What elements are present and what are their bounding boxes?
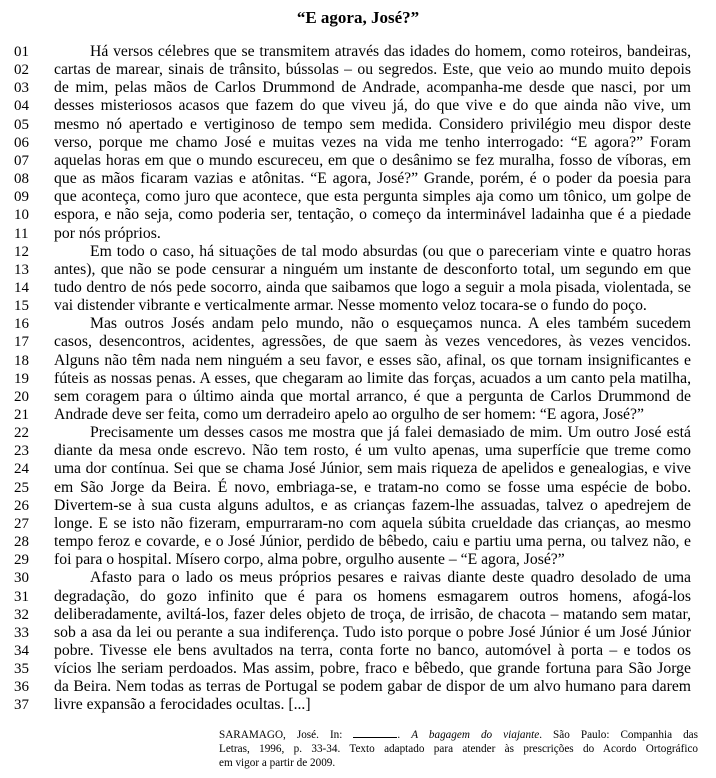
line-number: 14	[14, 279, 29, 296]
text-line	[0, 297, 716, 315]
line-number: 28	[14, 534, 29, 551]
line-text: deliberadamente, aviltá-los, fazer deles objeto de troça, de irrisão, de chacota – matando sem matar,	[54, 605, 691, 623]
line-number: 17	[14, 334, 29, 351]
line-number: 20	[14, 388, 29, 405]
text-line	[0, 460, 716, 478]
line-number: 27	[14, 515, 29, 532]
line-text: espora, e não seja, como poderia ser, tentação, o começo da interminável ladainha que é a piedade	[54, 206, 691, 224]
line-number: 05	[14, 116, 29, 133]
line-text: antes), que não se pode censurar a ninguém um instante de desconforto total, um segundo em que	[54, 260, 691, 278]
text-line	[0, 116, 716, 134]
line-number: 16	[14, 316, 29, 333]
line-text: Precisamente um desses casos me mostra que já falei demasiado de mim. Um outro José está	[90, 424, 691, 442]
line-number: 23	[14, 443, 29, 460]
line-text: fúteis as nossas penas. A esses, que chegaram ao limite das forças, acuados a um canto pela matilha,	[54, 369, 691, 387]
text-line	[0, 61, 716, 79]
line-text: degradação, do gozo infinito que é para os homens esmagarem outros homens, afogá-los	[54, 587, 691, 605]
text-line	[0, 261, 716, 279]
line-number: 32	[14, 606, 29, 623]
text-line	[0, 678, 716, 696]
citation-line-3: em vigor a partir de 2009.	[219, 757, 336, 769]
text-line	[0, 388, 716, 406]
line-number: 24	[14, 461, 29, 478]
line-number: 21	[14, 407, 29, 423]
line-number: 33	[14, 624, 29, 641]
line-text: vícios lhe seriam perdoados. Mas assim, pobre, fraco e bêbedo, que grande fortuna para São Jorge	[54, 660, 691, 678]
line-number: 18	[14, 352, 29, 369]
source-citation	[219, 728, 698, 770]
text-line	[0, 624, 716, 642]
text-line	[0, 134, 716, 152]
text-line	[0, 569, 716, 587]
text-line	[0, 352, 716, 370]
line-text: em São Jorge da Beira. É novo, embriaga-se, e tratam-no como se fosse uma espécie de bobo.	[54, 478, 691, 496]
text-line	[0, 533, 716, 551]
citation-line-1: SARAMAGO, José. In: . A bagagem do viajante. São Paulo: Companhia das	[219, 729, 698, 741]
line-text: Divertem-se à sua custa alguns adultos, e as crianças fazem-lhe assuadas, talvez o apedrejem de	[54, 496, 691, 514]
line-number: 12	[14, 243, 29, 260]
line-text: aquelas horas em que o mundo escureceu, em que o desânimo se fez muralha, fosso de víboras, em	[54, 151, 691, 169]
line-number: 06	[14, 134, 29, 151]
text-line	[0, 406, 716, 424]
line-text: pobre. Tivesse ele bens avultados na terra, conta forte no banco, automóvel à porta – e todos os	[54, 641, 691, 659]
line-text: foi para o hospital. Mísero corpo, alma pobre, orgulho ausente – “E agora, José?”	[54, 551, 565, 569]
text-line	[0, 660, 716, 678]
line-number: 04	[14, 98, 29, 115]
line-text: por nós próprios.	[54, 224, 161, 242]
line-number: 01	[14, 44, 29, 60]
line-number: 36	[14, 679, 29, 696]
text-line	[0, 188, 716, 206]
text-line	[0, 225, 716, 243]
text-line	[0, 642, 716, 660]
line-text: longe. E se isto não fizeram, empurraram-no com aquela súbita crueldade das crianças, ao mesmo	[54, 514, 691, 532]
text-line	[0, 497, 716, 515]
line-text: mesmo nó apertado e vertiginoso de tempo sem medida. Considero privilégio meu dispor deste	[54, 115, 691, 133]
line-number: 03	[14, 80, 29, 97]
line-number: 11	[14, 225, 29, 242]
text-line	[0, 370, 716, 388]
line-text: Há versos célebres que se transmitem através das idades do homem, como roteiros, bandeiras,	[90, 43, 691, 60]
text-line	[0, 152, 716, 170]
text-line	[0, 333, 716, 351]
line-text: casos, desencontros, acidentes, agressões, de que saem às vezes vencedores, às vezes vencidos.	[54, 333, 691, 351]
line-text: Afasto para o lado os meus próprios pesares e raivas diante deste quadro desolado de uma	[90, 569, 691, 587]
line-text: tudo dentro de nós pede socorro, ainda que saibamos que logo a seguir a mola pisada, violentada, se	[54, 278, 691, 296]
blank-underline	[353, 737, 397, 738]
line-number: 30	[14, 570, 29, 587]
citation-line-2: Letras, 1996, p. 33-34. Texto adaptado para atender às prescrições do Acordo Ortográfico	[219, 743, 698, 755]
line-text: Mas outros Josés andam pelo mundo, não o esqueçamos nunca. A eles também sucedem	[90, 315, 691, 333]
text-line	[0, 551, 716, 569]
line-text: cartas de marear, sinais de trânsito, bússolas – ou segredos. Este, que veio ao mundo muito depois	[54, 61, 691, 79]
line-text: tempo feroz e covarde, e o José Júnior, perdido de bêbedo, caiu e partiu uma perna, ou talvez não, e	[54, 533, 691, 551]
text-line	[0, 97, 716, 115]
line-number: 09	[14, 189, 29, 206]
line-number: 37	[14, 697, 29, 714]
text-line	[0, 315, 716, 333]
line-number: 29	[14, 552, 29, 569]
line-text: verso, porque me chamo José e muitas vezes na vida me tenho interrogado: “E agora?” Foram	[54, 133, 691, 151]
line-text: sob a asa da lei ou perante a sua indiferença. Tudo isto porque o pobre José Júnior é um José Júnior	[54, 623, 691, 641]
line-text: que aconteça, como juro que acontece, que esta pergunta simples aja como um tônico, um golpe de	[54, 188, 691, 206]
page-title: “E agora, José?”	[296, 8, 420, 27]
line-text: vai distender vibrante e verticalmente armar. Nesse momento veloz tocara-se o fundo do poço.	[54, 297, 647, 315]
line-text: desses misteriosos acasos que fazem do que viveu já, do que vive e do que ainda não vive, um	[54, 97, 691, 115]
text-line	[0, 279, 716, 297]
line-number: 07	[14, 152, 29, 169]
text-line	[0, 206, 716, 224]
line-text: Em todo o caso, há situações de tal modo absurdas (ou que o pareceriam vinte e quatro horas	[90, 242, 691, 260]
text-line	[0, 442, 716, 460]
line-text: Andrade deve ser feita, como um derradeiro apelo ao orgulho de ser homem: “E agora, José?”	[54, 406, 644, 423]
line-number: 35	[14, 661, 29, 678]
text-line	[0, 606, 716, 624]
line-number: 02	[14, 62, 29, 79]
text-line	[0, 588, 716, 606]
line-text: de mim, pelas mãos de Carlos Drummond de Andrade, acompanha-me desde que nasci, por um	[54, 79, 691, 97]
line-text: da Beira. Nem todas as terras de Portugal se podem gabar de dispor de um alvo humano para darem	[54, 678, 691, 696]
line-number: 19	[14, 370, 29, 387]
text-line	[0, 515, 716, 533]
line-number: 22	[14, 425, 29, 442]
text-line	[0, 696, 716, 714]
line-text: sem coragem para o último ainda que mortal arranco, é que a pergunta de Carlos Drummond de	[54, 387, 691, 405]
line-number: 31	[14, 588, 29, 605]
text-line	[0, 170, 716, 188]
line-number: 25	[14, 479, 29, 496]
line-text: diante da mesa onde escrevo. Não tem rosto, é um vulto apenas, uma superfície que treme como	[54, 442, 691, 460]
text-line	[0, 43, 716, 61]
line-number: 34	[14, 642, 29, 659]
text-line	[0, 79, 716, 97]
line-number: 26	[14, 497, 29, 514]
line-text: que as mãos ficaram vazias e atônitas. “E agora, José?” Grande, porém, é o poder da poesia para	[54, 170, 691, 188]
line-text: livre expansão a ferocidades ocultas. [...]	[54, 696, 311, 714]
text-line	[0, 479, 716, 497]
book-title: A bagagem do viajante	[411, 729, 540, 741]
text-line	[0, 243, 716, 261]
line-text: Alguns não têm nada nem ninguém a seu favor, e esses são, afinal, os que tornam insignificantes e	[54, 351, 691, 369]
text-line	[0, 424, 716, 442]
line-number: 15	[14, 298, 29, 315]
line-number: 13	[14, 261, 29, 278]
line-text: uma dor contínua. Sei que se chama José Júnior, sem mais riqueza de apelidos e genealogias, e vive	[54, 460, 691, 478]
line-number: 10	[14, 207, 29, 224]
line-number: 08	[14, 171, 29, 188]
